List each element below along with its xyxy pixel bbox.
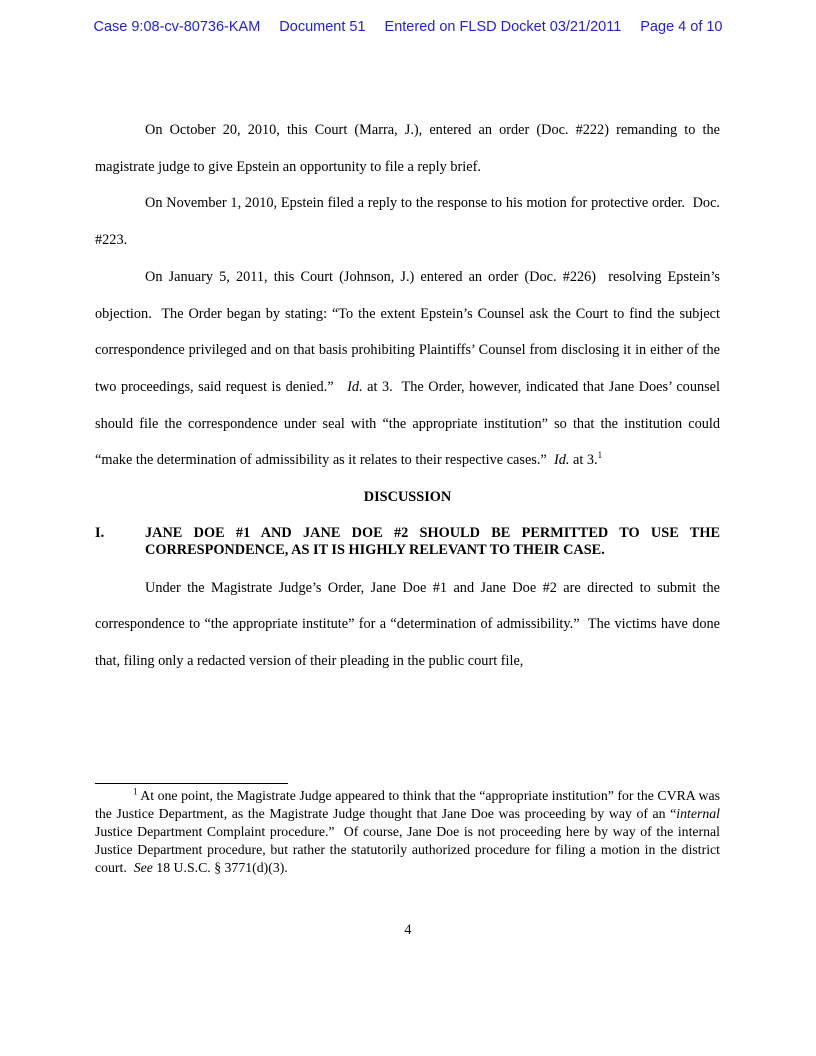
citation-id-2: Id.: [553, 452, 570, 469]
docket-case-number: Case 9:08-cv-80736-KAM: [93, 19, 261, 35]
footnote-1: [95, 787, 720, 877]
paragraph-1-text: On October 20, 2010, this Court (Marra, J.), entered an order (Doc. #222) remanding to the magistrate judge to give Epstein an opportunity to file a reply brief.: [95, 122, 720, 175]
paragraph-2-text: On November 1, 2010, Epstein filed a reply to the response to his motion for protective order. Doc. #223.: [95, 195, 720, 249]
paragraph-1: [95, 112, 720, 185]
paragraph-4-text: Under the Magistrate Judge’s Order, Jane Doe #1 and Jane Doe #2 are directed to submit the correspondence to “the appropriate institute” for a “determination of admissibility.” The victims have done that, filing only a redacted version of their pleading in the public court file,: [95, 579, 720, 670]
section-title: JANE DOE #1 AND JANE DOE #2 SHOULD BE PERMITTED TO USE THE CORRESPONDENCE, AS IT IS HIGHLY RELEVANT TO THEIR CASE.: [145, 524, 720, 559]
page-number: 4: [404, 922, 412, 938]
paragraph-2: [95, 185, 720, 258]
docket-document-number: Document 51: [279, 19, 366, 35]
footnote-1-text-2: Justice Department Complaint procedure.” Of course, Jane Doe is not proceeding here by way of the internal Justice Department procedure, but rather the statutorily authorized procedure for filing a motion in the district court.: [95, 824, 720, 876]
footnote-1-text-3: 18 U.S.C. § 3771(d)(3).: [152, 860, 288, 876]
paragraph-4: [95, 570, 720, 680]
docket-page-label: Page 4 of 10: [640, 19, 723, 35]
section-heading-1: [95, 525, 720, 560]
footnote-1-italic-internal: internal: [676, 806, 720, 822]
footnote-1-marker: 1: [133, 786, 138, 797]
footnote-reference-1: 1: [597, 450, 603, 461]
docket-stamp: [0, 19, 816, 35]
footnote-1-italic-see: See: [133, 860, 153, 876]
paragraph-3: [95, 259, 720, 479]
footnote-separator-rule: [95, 783, 288, 784]
footnote-1-text: At one point, the Magistrate Judge appeared to think that the “appropriate institution” for the CVRA was the Justice Department, as the Magistrate Judge thought that Jane Doe was proceeding by way of an “: [95, 788, 720, 822]
citation-id-1: Id.: [347, 378, 363, 395]
discussion-heading: DISCUSSION: [363, 489, 452, 506]
section-number: I.: [95, 524, 105, 541]
paragraph-3-text-3: at 3.: [569, 452, 598, 469]
docket-entered-date: Entered on FLSD Docket 03/21/2011: [384, 19, 622, 35]
paragraph-3-text-2: at 3. The Order, however, indicated that Jane Does’ counsel should file the correspondence under seal with “the appropriate institution” so that the institution could “make the determination of admissibility as it relates to their respective cases.”: [95, 378, 720, 469]
document-body: [95, 112, 720, 680]
footnote-block: [95, 770, 720, 877]
paragraph-3-text: On January 5, 2011, this Court (Johnson, J.) entered an order (Doc. #226) resolving Epstein’s objection. The Order began by stating: “To the extent Epstein’s Counsel ask the Court to find the subject correspondence privileged and on that basis prohibiting Plaintiffs’ Counsel from disclosing it in either of the two proceedings, said request is denied.”: [95, 268, 720, 395]
